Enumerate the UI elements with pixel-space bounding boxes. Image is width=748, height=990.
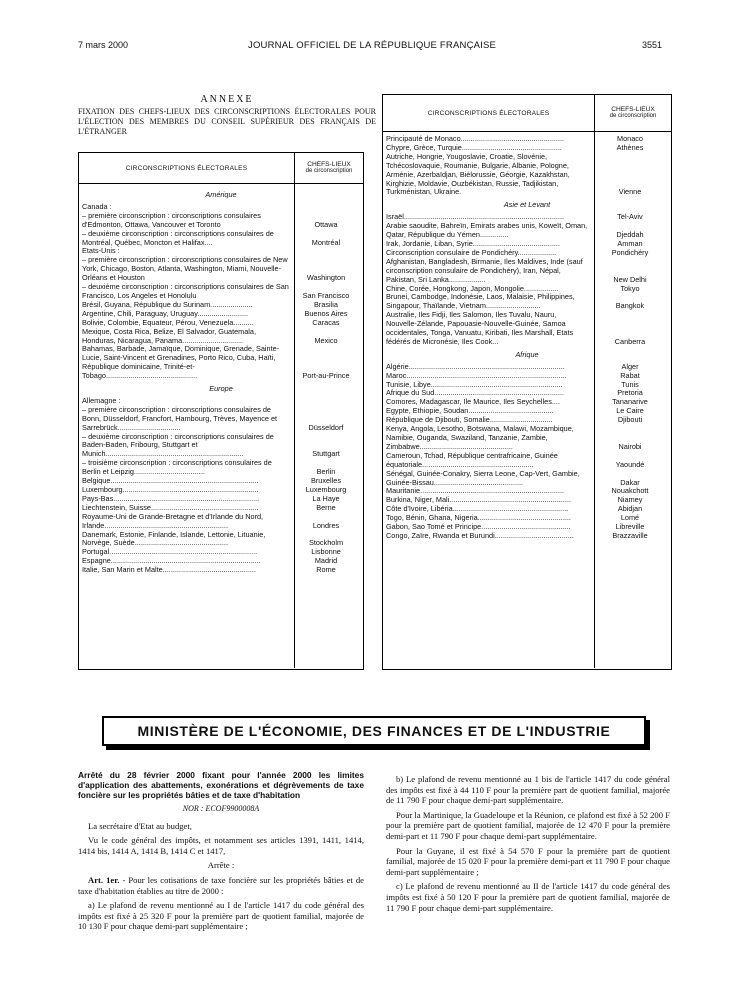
circonscription-name: Côte d'Ivoire, Libéria......................................................... <box>386 504 569 514</box>
circonscription-name: Allemagne : <box>82 395 121 405</box>
header-chefs-lieux-line1: CHEFS-LIEUX <box>611 106 655 113</box>
left-table-header <box>79 153 363 184</box>
circonscription-name: Royaume-Uni de Grande-Bretagne et d'Irlande du Nord, Irlande............................................................. <box>82 511 264 530</box>
journal-title: JOURNAL OFFICIEL DE LA RÉPUBLIQUE FRANÇAISE <box>248 40 497 51</box>
chef-lieu: Athènes <box>616 142 644 152</box>
circonscription-name: Egypte, Ethiopie, Soudan.......................................... <box>386 406 554 416</box>
circonscription-name: Belgique......................................................................... <box>82 476 259 486</box>
chef-lieu: Dakar <box>620 477 640 487</box>
header-chefs-lieux-line1: CHEFS-LIEUX <box>307 161 351 168</box>
chef-lieu: La Haye <box>312 493 340 503</box>
arrete-left-column <box>78 770 364 936</box>
nor-reference <box>78 804 364 815</box>
circonscription-name: – première circonscription : circonscriptions consulaires de Bonn, Düsseldorf, Francfort, Hambourg, Trèves, Mayence et Sarrebrück............................... <box>82 404 278 432</box>
circonscription-name: Chypre, Grèce, Turquie................................................. <box>386 142 562 152</box>
circonscription-name: – deuxième circonscription : circonscriptions consulaires de Montréal, Québec, Moncton et Halifax.... <box>82 228 274 247</box>
circonscription-name: Irak, Jordanie, Liban, Syrie........................................... <box>386 238 560 248</box>
right-table-city-column <box>594 132 671 668</box>
circonscription-name: Afghanistan, Bangladesh, Birmanie, Iles Maldives, Inde (sauf circonscription consulaire de Pondichéry), Iran, Népal, Pakistan, Sri Lanka.................. <box>386 256 583 284</box>
arrete-para-3: Arrête : <box>207 860 235 871</box>
chef-lieu: Londres <box>312 520 340 530</box>
chef-lieu: Bangkok <box>615 301 645 311</box>
circonscription-name: Brésil, Guyana, République du Surinam..................... <box>82 299 253 309</box>
chef-lieu: Washington <box>306 273 346 283</box>
left-table <box>78 152 364 670</box>
circonscription-name: Mexique, Costa Rica, Belize, El Salvador, Guatemala, Honduras, Nicaragua, Panama.............................. <box>82 326 256 345</box>
circonscription-name: Kenya, Angola, Lesotho, Botswana, Malawi, Mozambique, Namibie, Ouganda, Swaziland, Tanzanie, Zambie, Zimbabwe.............................................. <box>386 424 574 451</box>
circonscription-name: Principauté de Monaco................................................... <box>386 134 565 143</box>
left-table-city-column <box>294 184 363 668</box>
table-section-heading: Asie et Levant <box>503 200 551 210</box>
arrete-para-c: c) Le plafond de revenu mentionné au II de l'article 1417 du code général des impôts est fixé à 50 120 F pour la première part de quotient familial, majorée de 11 790 F pour chaque demi-part supplémentaire. <box>386 881 670 913</box>
circonscription-name: Argentine, Chili, Paraguay, Uruguay......................... <box>82 308 249 318</box>
circonscription-name: Portugal......................................................................... <box>82 547 258 557</box>
chef-lieu: Pondichéry <box>611 247 649 257</box>
chef-lieu: Alger <box>621 361 639 371</box>
circonscription-name: Pays-Bas........................................................................ <box>82 493 260 503</box>
chef-lieu: Tokyo <box>620 283 640 293</box>
chef-lieu: Tananarive <box>612 397 648 407</box>
chef-lieu: Brasilia <box>314 299 338 309</box>
circonscription-name: Brunei, Cambodge, Indonésie, Laos, Malaisie, Philippines, Singapour, Thaïlande, Vietnam........................... <box>386 292 575 311</box>
chef-lieu: Lisbonne <box>311 547 341 557</box>
chef-lieu: Amman <box>617 238 643 248</box>
circonscription-name: République de Djibouti, Somalie............................... <box>386 415 553 425</box>
chef-lieu: Le Caire <box>616 406 644 416</box>
chef-lieu: Bruxelles <box>310 476 341 486</box>
chef-lieu: Luxembourg <box>305 485 347 494</box>
chef-lieu: Berne <box>316 502 336 512</box>
left-table-header-circonscriptions: CIRCONSCRIPTIONS ÉLECTORALES <box>125 164 248 172</box>
chef-lieu: Djibouti <box>617 415 643 425</box>
right-table-header <box>383 95 671 132</box>
chef-lieu: San Francisco <box>302 290 350 300</box>
annexe-title: ANNEXE <box>200 94 254 105</box>
chef-lieu: Brazzaville <box>612 530 648 540</box>
circonscription-name: Tunisie, Libye................................................................. <box>386 379 563 389</box>
chef-lieu: Port-au-Prince <box>302 371 350 381</box>
arrete-para-1: La secrétaire d'Etat au budget, <box>88 820 192 831</box>
arrete-para-guyane: Pour la Guyane, il est fixé à 54 570 F pour la première part de quotient familial, majorée de 15 020 F pour la première demi-part et 11 790 F pour chaque demi-part supplémentaire ; <box>386 845 670 877</box>
chef-lieu: Tel-Aviv <box>617 212 643 222</box>
chef-lieu: Nouakchott <box>611 486 649 496</box>
chef-lieu: Montréal <box>311 237 341 247</box>
circonscription-name: – première circonscription : circonscriptions consulaires de New York, Chicago, Boston, Atlanta, Washington, Miami, Nouvelle-Orléans et Houston <box>82 255 288 283</box>
chef-lieu: Canberra <box>614 336 646 346</box>
circonscription-name: Togo, Bénin, Ghana, Nigeria.............................................. <box>386 513 571 523</box>
chef-lieu: Mexico <box>314 335 338 345</box>
circonscription-name: Espagne.......................................................................... <box>82 556 261 566</box>
chef-lieu: Libreville <box>615 522 645 532</box>
page-number: 3551 <box>642 40 663 50</box>
arrete-para-martinique: Pour la Martinique, la Guadeloupe et la Réunion, ce plafond est fixé à 52 200 F pour la première part de quotient familial, majorée de 12 470 F pour la première demi-part et 11 790 F pour chaque demi-part supplémentaire. <box>386 809 670 841</box>
circonscription-name: Burkina, Niger, Mali............................................................ <box>386 495 571 505</box>
article-1-text: - Pour les cotisations de taxe foncière sur les propriétés bâties et de taxe d'habitation établies au titre de 2000 : <box>78 874 364 896</box>
arrete-para-b: b) Le plafond de revenu mentionné au 1 bis de l'article 1417 du code général des impôts est fixé à 44 110 F pour la première part de quotient familial, majorée de 11 790 F pour chaque demi-part supplémentaire. <box>386 774 670 806</box>
table-section-heading: Amérique <box>205 190 237 199</box>
circonscription-name: Arabie saoudite, Bahreïn, Emirats arabes unis, Koweït, Oman, Qatar, République du Yémen.............. <box>386 221 588 240</box>
chef-lieu: Abidjan <box>617 504 643 514</box>
circonscription-name: Mauritanie....................................................................... <box>386 486 565 496</box>
chef-lieu: Berlin <box>316 467 336 477</box>
circonscription-name: Afrique du Sud................................................................ <box>386 388 565 398</box>
arrete-right-column <box>386 774 670 917</box>
chef-lieu: Yaoundé <box>615 459 645 469</box>
chef-lieu: Lomé <box>620 513 640 523</box>
circonscription-name: – deuxième circonscription : circonscriptions consulaires de San Francisco, Los Angeles et Honolulu <box>82 282 289 300</box>
article-1-label: Art. 1er. <box>88 874 120 885</box>
right-table <box>382 94 672 670</box>
chef-lieu: Madrid <box>314 556 338 566</box>
header-date: 7 mars 2000 <box>78 40 129 50</box>
right-table-header-circonscriptions: CIRCONSCRIPTIONS ÉLECTORALES <box>427 109 550 117</box>
right-table-header-chefs-lieux <box>594 95 671 131</box>
circonscription-name: – troisième circonscription : circonscriptions consulaires de Berlin et Leipzig................................... <box>82 458 272 477</box>
chef-lieu: Djeddah <box>616 230 644 240</box>
circonscription-name: Congo, Zaïre, Rwanda et Burundi....................................... <box>386 530 574 540</box>
circonscription-name: Sénégal, Guinée-Conakry, Sierra Leone, Cap-Vert, Gambie, Guinée-Bissau............................................ <box>386 468 580 487</box>
arrete-para-a: a) Le plafond de revenu mentionné au I de l'article 1417 du code général des impôts est fixé à 25 320 F pour la première part de quotient familial, majorée de 10 130 F pour chaque demi-part supplémentaire ; <box>78 900 364 932</box>
arrete-title: Arrêté du 28 février 2000 fixant pour l'année 2000 les limites d'application des abattements, exonérations et dégrèvements de taxe foncière sur les propriétés bâties et de taxe d'habitation <box>78 770 364 800</box>
circonscription-name: – deuxième circonscription : circonscriptions consulaires de Baden-Baden, Fribourg, Stuttgart et Munich.................................................................... <box>82 431 274 459</box>
circonscription-name: Circonscription consulaire de Pondichéry................... <box>386 247 557 257</box>
circonscription-name: Italie, San Marin et Malte.............................................. <box>82 565 256 575</box>
circonscription-name: Canada : <box>82 201 112 211</box>
circonscription-name: Australie, Iles Fidji, Iles Salomon, Iles Tuvalu, Nauru, Nouvelle-Zélande, Papouasie-Nouvelle-Guinée, Samoa occidentales, Tonga, Vanuatu, Kiribati, Iles Marshall, Etats fédérés de Micronésie, Iles Cook... <box>386 310 574 346</box>
circonscription-name: – première circonscription : circonscriptions consulaires d'Edmonton, Ottawa, Vancouver et Toronto <box>82 210 261 229</box>
arrete-para-2: Vu le code général des impôts, et notamment ses articles 1391, 1411, 1414, 1414 bis, 1414 A, 1414 B, 1414 C et 1417, <box>78 835 364 856</box>
circonscription-name: Algérie............................................................................. <box>386 361 565 371</box>
chef-lieu: New Delhi <box>613 274 647 284</box>
header-chefs-lieux-line2: de circonscription <box>609 113 657 119</box>
nor-text: NOR : ECOF9900008A <box>182 804 260 813</box>
chef-lieu: Caracas <box>312 317 340 327</box>
arrete-article-1 <box>78 875 364 896</box>
ministry-banner: MINISTÈRE DE L'ÉCONOMIE, DES FINANCES ET DE L'INDUSTRIE <box>102 716 646 746</box>
circonscription-name: Cameroun, Tchad, République centrafricaine, Guinée équatoriale....................................................... <box>386 450 558 469</box>
circonscription-name: Liechtenstein, Suisse..................................................... <box>82 502 259 512</box>
chef-lieu: Ottawa <box>314 219 338 229</box>
circonscription-name: Chine, Corée, Hongkong, Japon, Mongolie................. <box>386 283 559 293</box>
chef-lieu: Buenos Aires <box>304 308 348 318</box>
circonscription-name: Danemark, Estonie, Finlande, Islande, Lettonie, Lituanie, Norvège, Suède.............................................. <box>82 529 266 548</box>
circonscription-name: Maroc............................................................................... <box>386 370 567 380</box>
chef-lieu: Vienne <box>618 187 642 197</box>
chef-lieu: Nairobi <box>618 441 642 451</box>
circonscription-name: Luxembourg................................................................... <box>82 485 259 494</box>
circonscription-name: Gabon, Sao Tomé et Principe............................................ <box>386 522 571 532</box>
table-section-heading: Europe <box>209 384 233 394</box>
annexe-subtitle: FIXATION DES CHEFS-LIEUX DES CIRCONSCRIPTIONS ÉLECTORALES POUR L'ÉLECTION DES MEMBRES DU CONSEIL SUPÉRIEUR DES FRANÇAIS DE L'ÉTRANGER <box>78 107 376 136</box>
circonscription-name: Bolivie, Colombie, Equateur, Pérou, Venezuela.......... <box>82 317 254 327</box>
chef-lieu: Niamey <box>617 495 643 505</box>
chef-lieu: Stuttgart <box>312 449 340 459</box>
circonscription-name: Autriche, Hongrie, Yougoslavie, Croatie, Slovénie, Tchécoslovaquie, Roumanie, Bulgarie, Albanie, Pologne, Arménie, Azerbaïdjan, Biélorussie, Géorgie, Kazakhstan, Kirghizie, Moldavie, Ouzbékistan, Russie, Tadjikistan, Turkménistan, Ukraine. <box>386 151 570 197</box>
circonscription-name: Comores, Madagascar, Ile Maurice, Iles Seychelles.... <box>386 397 560 407</box>
chef-lieu: Stockholm <box>308 538 344 548</box>
chef-lieu: Monaco <box>617 134 643 143</box>
header-chefs-lieux-line2: de circonscription <box>305 168 353 174</box>
circonscription-name: Israël............................................................................... <box>386 212 565 222</box>
chef-lieu: Pretoria <box>617 388 643 398</box>
left-table-header-chefs-lieux <box>294 153 363 183</box>
circonscription-name: Bahamas, Barbade, Jamaïque, Dominique, Grenade, Sainte-Lucie, Saint-Vincent et Grenadines, Porto Rico, Cuba, Haïti, République dominicaine, Trinité-et-Tobago............................................. <box>82 344 280 381</box>
table-section-heading: Afrique <box>515 349 539 359</box>
chef-lieu: Tunis <box>621 379 639 389</box>
circonscription-name: Etats-Unis : <box>82 246 120 256</box>
chef-lieu: Rabat <box>620 370 640 380</box>
chef-lieu: Düsseldorf <box>308 422 344 432</box>
chef-lieu: Rome <box>316 565 336 575</box>
